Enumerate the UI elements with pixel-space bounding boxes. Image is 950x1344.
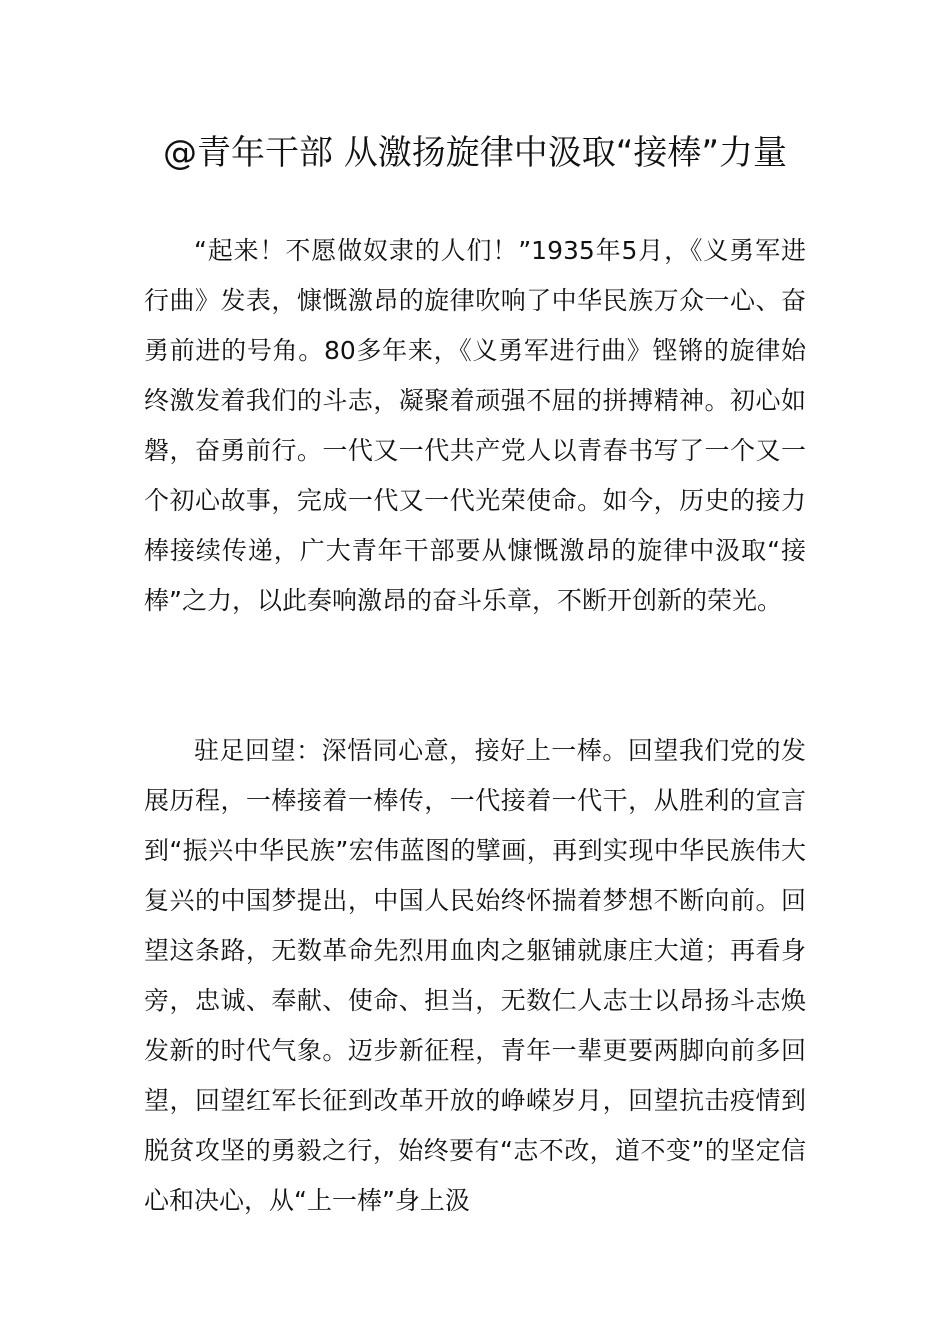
paragraph-1: “起来！不愿做奴隶的人们！”1935年5月，《义勇军进行曲》发表，慷慨激昂的旋律吹响了中华民族万众一心、奋勇前进的号角。80多年来，《义勇军进行曲》铿锵的旋律始终激发着我们的斗志，凝聚着顽强不屈的拼搏精神。初心如磐，奋勇前行。一代又一代共产党人以青春书写了一个又一个初心故事，完成一代又一代光荣使命。如今，历史的接力棒接续传递，广大青年干部要从慷慨激昂的旋律中汲取“接棒”之力，以此奏响激昂的奋斗乐章，不断开创新的荣光。 bbox=[144, 236, 806, 615]
paragraph-2: 驻足回望：深悟同心意，接好上一棒。回望我们党的发展历程，一棒接着一棒传，一代接着一代干，从胜利的宣言到“振兴中华民族”宏伟蓝图的擘画，再到实现中华民族伟大复兴的中国梦提出，中国人民始终怀揣着梦想不断向前。回望这条路，无数革命先烈用血肉之躯铺就康庄大道；再看身旁，忠诚、奉献、使命、担当，无数仁人志士以昂扬斗志焕发新的时代气象。迈步新征程，青年一辈更要两脚向前多回望，回望红军长征到改革开放的峥嵘岁月，回望抗击疫情到脱贫攻坚的勇毅之行，始终要有“志不改，道不变”的坚定信心和决心，从“上一棒”身上汲 bbox=[144, 736, 806, 1215]
document-title: @青年干部 从激扬旋律中汲取“接棒”力量 bbox=[162, 133, 788, 173]
